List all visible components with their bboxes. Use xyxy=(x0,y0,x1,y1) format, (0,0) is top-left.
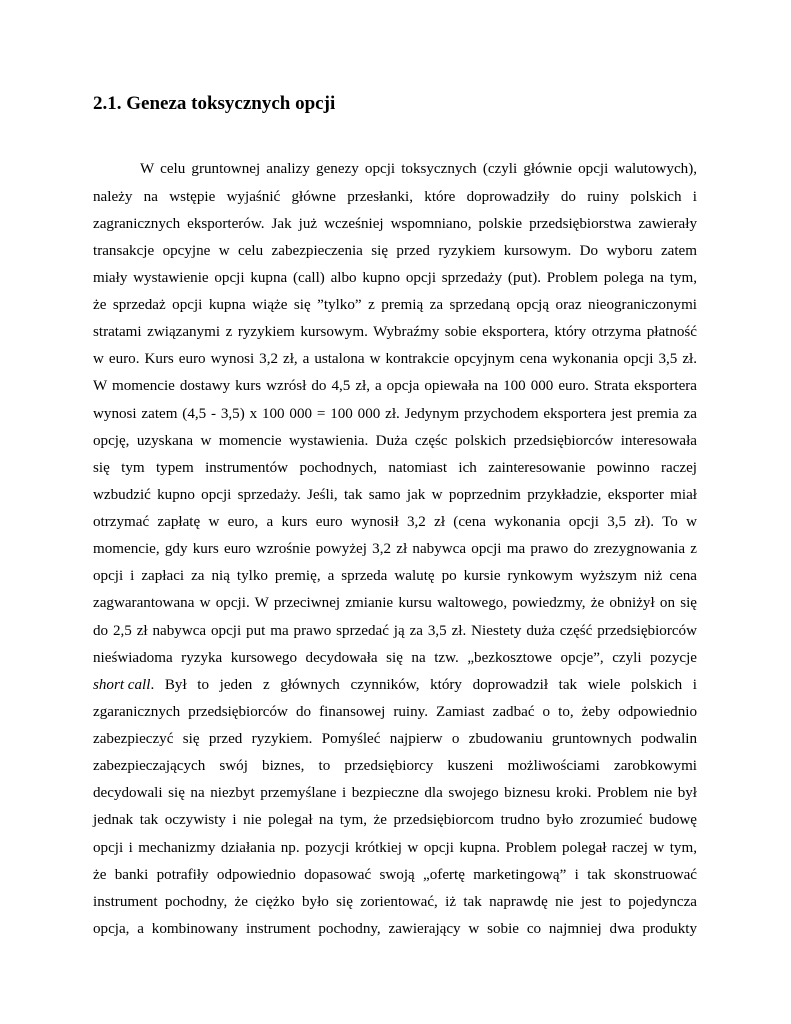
paragraph-line: zagranicznych eksporterów. Jak już wcześniej wspomniano, polskie przedsiębiorstwa zawierały xyxy=(93,216,697,232)
paragraph-line: zgaranicznych przedsiębiorców do finansowej ruiny. Zamiast zadbać o to, żeby odpowiednio xyxy=(93,704,697,720)
paragraph-line-mixed xyxy=(93,673,697,697)
paragraph-line: opcji i mechanizmy działania np. pozycji krótkiej w opcji kupna. Problem polegał raczej w tym, xyxy=(93,840,697,856)
paragraph-line: opcja, a kombinowany instrument pochodny, zawierający w sobie co najmniej dwa produkty xyxy=(93,921,697,937)
paragraph-line: opcję, uzyskana w momencie wystawienia. Duża częśc polskich przedsiębiorców interesowała xyxy=(93,433,697,449)
paragraph-line: otrzymać zapłatę w euro, a kurs euro wynosił 3,2 zł (cena wykonania opcji 3,5 zł). To w xyxy=(93,514,697,530)
paragraph-line-tail: . Był to jeden z głównych czynników, który doprowadził tak wiele polskich i xyxy=(150,677,697,693)
paragraph-line: że sprzedaż opcji kupna wiąże się ”tylko” z premią za sprzedaną opcją oraz nieograniczonymi xyxy=(93,297,697,313)
paragraph-line: wzbudzić kupno opcji sprzedaży. Jeśli, tak samo jak w poprzednim przykładzie, eksporter miał xyxy=(93,487,697,503)
paragraph-line: decydowali się na niezbyt przemyślane i bezpieczne dla swojego biznesu kroki. Problem nie był xyxy=(93,785,697,801)
paragraph-line: się tym typem instrumentów pochodnych, natomiast ich zainteresowanie powinno raczej xyxy=(93,460,697,476)
paragraph-line: miały wystawienie opcji kupna (call) albo kupno opcji sprzedaży (put). Problem polega na tym, xyxy=(93,270,697,286)
paragraph-line: stratami związanymi z ryzykiem kursowym. Wybraźmy sobie eksportera, który otrzyma płatność xyxy=(93,324,697,340)
paragraph-line: nieświadoma ryzyka kursowego decydowała się na tzw. „bezkosztowe opcje”, czyli pozycje xyxy=(93,650,697,666)
section-heading: 2.1. Geneza toksycznych opcji xyxy=(93,93,336,114)
paragraph-line: że banki potrafiły odpowiednio dopasować swoją „ofertę marketingową” i tak skonstruować xyxy=(93,867,697,883)
paragraph-line: zagwarantowana w opcji. W przeciwnej zmianie kursu waltowego, powiedzmy, że obniżył on się xyxy=(93,595,697,611)
paragraph-line: jednak tak oczywisty i nie polegał na tym, że przedsiębiorcom trudno było zrozumieć budowę xyxy=(93,812,697,828)
paragraph-line: momencie, gdy kurs euro wzrośnie powyżej 3,2 zł nabywca opcji ma prawo do zrezygnowania z xyxy=(93,541,697,557)
paragraph-line: zabezpieczyć się przed ryzykiem. Pomyśleć najpierw o zbudowaniu gruntownych podwalin xyxy=(93,731,697,747)
paragraph-line: zabezpieczających swój biznes, to przedsiębiorcy kuszeni możliwościami zarobkowymi xyxy=(93,758,697,774)
paragraph-line: transakcje opcyjne w celu zabezpieczenia się przed ryzykiem kursowym. Do wyboru zatem xyxy=(93,243,697,259)
paragraph-line: wynosi zatem (4,5 - 3,5) x 100 000 = 100 000 zł. Jedynym przychodem eksportera jest premia za xyxy=(93,406,697,422)
paragraph-line: W celu gruntownej analizy genezy opcji toksycznych (czyli głównie opcji walutowych), xyxy=(140,161,697,177)
paragraph-line: w euro. Kurs euro wynosi 3,2 zł, a ustalona w kontrakcie opcyjnym cena wykonania opcji 3,5 zł. xyxy=(93,351,697,367)
paragraph-line: do 2,5 zł nabywca opcji put ma prawo sprzedać ją za 3,5 zł. Niestety duża część przedsiębiorców xyxy=(93,623,697,639)
italic-term: short call xyxy=(93,677,151,693)
paragraph-line: należy na wstępie wyjaśnić główne przesłanki, które doprowadziły do ruiny polskich i xyxy=(93,189,697,205)
paragraph-line: instrument pochodny, że ciężko było się zorientować, iż tak naprawdę nie jest to pojedyncza xyxy=(93,894,697,910)
paragraph-line: opcji i zapłaci za nią tylko premię, a sprzeda walutę po kursie rynkowym wyższym niż cena xyxy=(93,568,697,584)
paragraph-line: W momencie dostawy kurs wzrósł do 4,5 zł, a opcja opiewała na 100 000 euro. Strata eksportera xyxy=(93,378,697,394)
